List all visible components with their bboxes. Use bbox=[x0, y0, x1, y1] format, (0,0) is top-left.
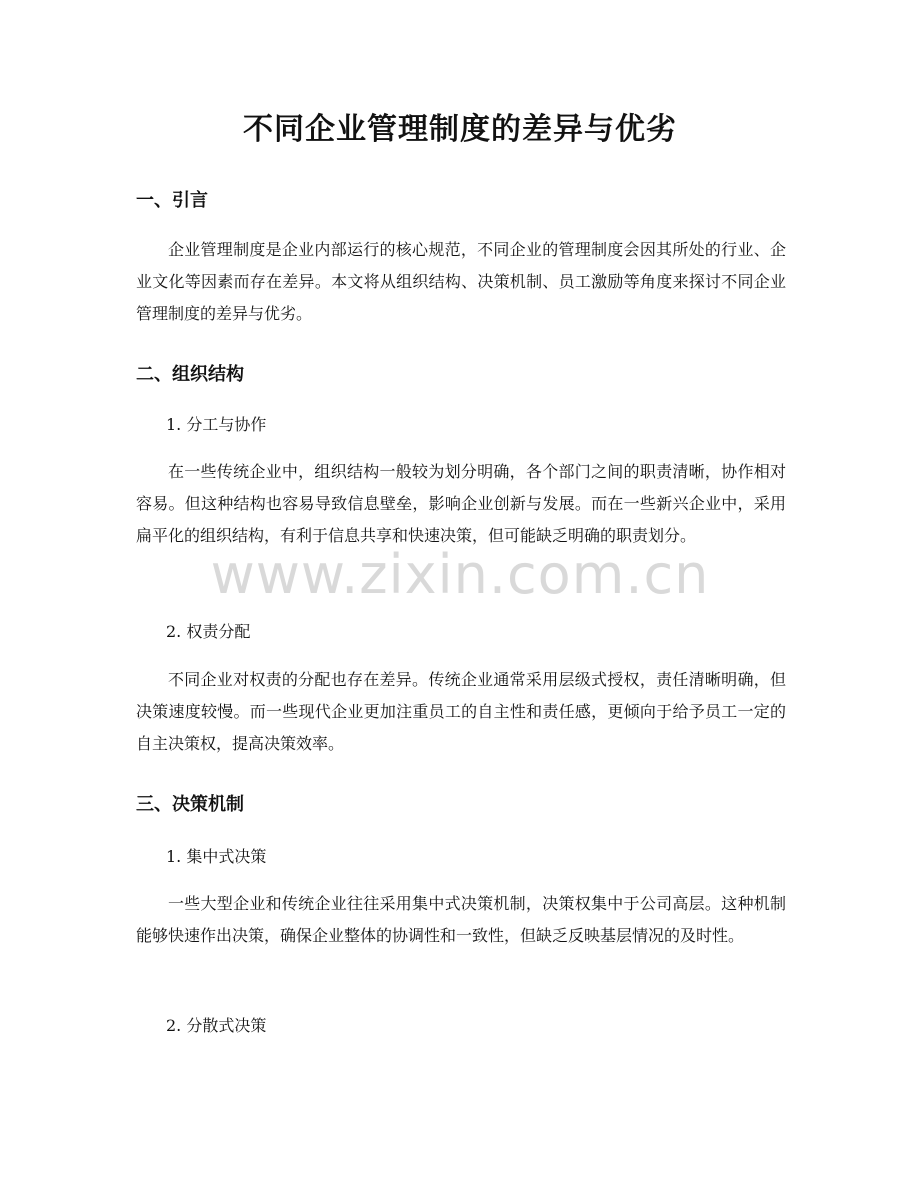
section-heading-organization: 二、组织结构 bbox=[136, 364, 244, 385]
subsection-title-centralized-decision: 1. 集中式决策 bbox=[166, 847, 267, 866]
document-title: 不同企业管理制度的差异与优劣 bbox=[243, 112, 677, 147]
section-heading-introduction: 一、引言 bbox=[136, 190, 208, 211]
centralized-decision-paragraph: 一些大型企业和传统企业往往采用集中式决策机制，决策权集中于公司高层。这种机制能够快速作出决策，确保企业整体的协调性和一致性，但缺乏反映基层情况的及时性。 bbox=[136, 894, 786, 945]
watermark-text: www.zixin.com.cn bbox=[210, 543, 710, 606]
division-cooperation-paragraph: 在一些传统企业中，组织结构一般较为划分明确，各个部门之间的职责清晰，协作相对容易。但这种结构也容易导致信息壁垒，影响企业创新与发展。而在一些新兴企业中，采用扁平化的组织结构，有利于信息共享和快速决策，但可能缺乏明确的职责划分。 bbox=[136, 462, 786, 545]
subsection-title-division-cooperation: 1. 分工与协作 bbox=[166, 415, 267, 434]
introduction-paragraph: 企业管理制度是企业内部运行的核心规范，不同企业的管理制度会因其所处的行业、企业文化等因素而存在差异。本文将从组织结构、决策机制、员工激励等角度来探讨不同企业管理制度的差异与优劣。 bbox=[136, 240, 786, 323]
section-heading-decision-mechanism: 三、决策机制 bbox=[136, 794, 244, 815]
subsection-title-authority-allocation: 2. 权责分配 bbox=[166, 622, 251, 641]
subsection-title-decentralized-decision: 2. 分散式决策 bbox=[166, 1016, 267, 1035]
authority-allocation-paragraph: 不同企业对权责的分配也存在差异。传统企业通常采用层级式授权，责任清晰明确，但决策速度较慢。而一些现代企业更加注重员工的自主性和责任感，更倾向于给予员工一定的自主决策权，提高决策效率。 bbox=[136, 670, 786, 753]
